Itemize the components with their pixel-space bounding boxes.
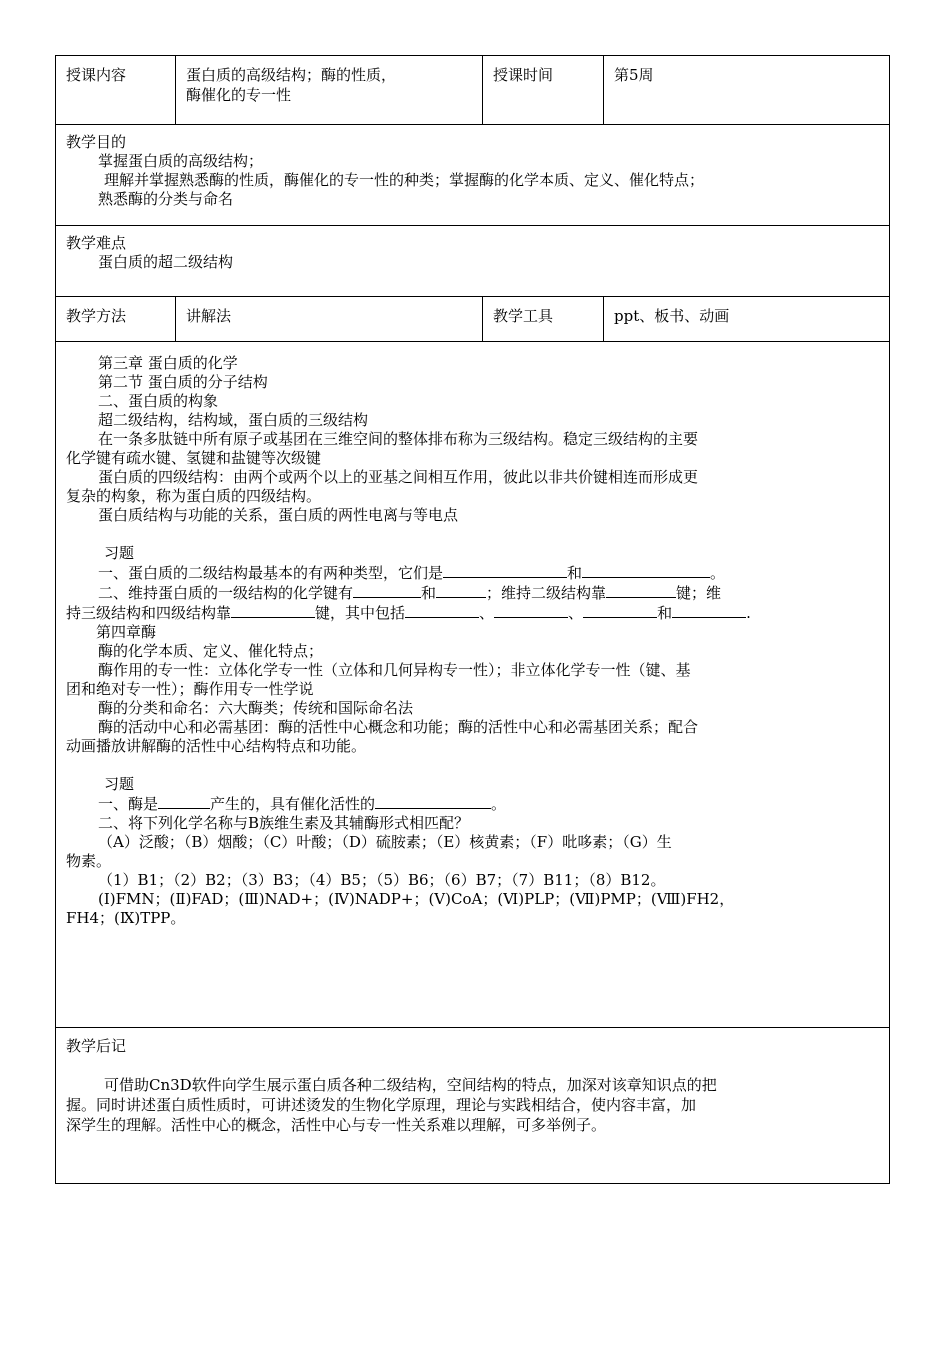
difficulty-row — [56, 226, 889, 297]
header-row — [56, 56, 889, 125]
objectives-line: 理解并掌握熟悉酶的性质，酶催化的专一性的种类；掌握酶的化学本质、定义、催化特点； — [104, 171, 705, 189]
answer-blank[interactable] — [375, 794, 491, 809]
notes-title: 教学后记 — [66, 1037, 127, 1055]
exercise-question: 一、蛋白质的二级结构最基本的有两种类型，它们是 和 。 — [98, 564, 726, 582]
body-line: 动画播放讲解酶的活性中心结构特点和功能。 — [66, 737, 367, 755]
body-row — [56, 342, 889, 1028]
difficulty-cell — [56, 226, 889, 296]
content-value-line-2: 酶催化的专一性 — [186, 86, 292, 104]
subsection-title: 二、蛋白质的构象 — [98, 392, 219, 410]
objectives-row — [56, 125, 889, 226]
body-line: 酶的分类和命名：六大酶类；传统和国际命名法 — [98, 699, 414, 717]
objectives-title: 教学目的 — [66, 133, 127, 151]
exercise-question: 一、酶是 产生的，具有催化活性的 。 — [98, 795, 507, 813]
body-cell — [56, 342, 889, 1027]
exercise-title: 习题 — [104, 775, 135, 793]
notes-line: 深学生的理解。活性中心的概念，活性中心与专一性关系难以理解，可多举例子。 — [66, 1116, 607, 1134]
answer-blank[interactable] — [405, 603, 479, 618]
body-line: 酶的化学本质、定义、催化特点； — [98, 642, 324, 660]
section-title: 第二节 蛋白质的分子结构 — [98, 373, 268, 391]
notes-line: 可借助Cn3D软件向学生展示蛋白质各种二级结构，空间结构的特点，加深对该章知识点的把 — [104, 1076, 717, 1094]
tool-label: 教学工具 — [482, 297, 603, 341]
difficulty-line: 蛋白质的超二级结构 — [98, 253, 234, 271]
objectives-cell — [56, 125, 889, 225]
exercise-line: FH4；(Ⅸ)TPP。 — [66, 909, 186, 927]
body-line: 化学键有疏水键、氢键和盐键等次级键 — [66, 449, 322, 467]
body-line: 蛋白质结构与功能的关系，蛋白质的两性电离与等电点 — [98, 506, 459, 524]
notes-row — [56, 1028, 889, 1183]
body-line: 在一条多肽链中所有原子或基团在三维空间的整体排布称为三级结构。稳定三级结构的主要 — [98, 430, 699, 448]
content-value-line-1: 蛋白质的高级结构；酶的性质， — [186, 66, 397, 84]
body-line: 团和绝对专一性）；酶作用专一性学说 — [66, 680, 314, 698]
tool-value: ppt、板书、动画 — [603, 297, 889, 341]
body-line: 复杂的构象，称为蛋白质的四级结构。 — [66, 487, 322, 505]
answer-blank[interactable] — [583, 603, 657, 618]
answer-blank[interactable] — [443, 563, 567, 578]
chapter-title: 第四章酶 — [96, 623, 157, 641]
method-value: 讲解法 — [175, 297, 482, 341]
exercise-line: (Ⅰ)FMN；(Ⅱ)FAD；(Ⅲ)NAD+；(Ⅳ)NADP+；(Ⅴ)CoA；(Ⅵ)PLP；(Ⅶ)PMP；(Ⅷ)FH2， — [98, 890, 735, 908]
exercise-question: 二、将下列化学名称与B族维生素及其辅酶形式相匹配？ — [98, 814, 470, 832]
notes-cell — [56, 1028, 889, 1183]
answer-blank[interactable] — [582, 563, 710, 578]
answer-blank[interactable] — [672, 603, 746, 618]
body-line: 酶作用的专一性：立体化学专一性（立体和几何异构专一性）；非立体化学专一性（键、基 — [98, 661, 691, 679]
notes-line: 握。同时讲述蛋白质性质时，可讲述烫发的生物化学原理，理论与实践相结合，使内容丰富，加 — [66, 1096, 697, 1114]
exercise-title: 习题 — [104, 544, 135, 562]
chapter-title: 第三章 蛋白质的化学 — [98, 354, 238, 372]
exercise-line: （1）B1；（2）B2；（3）B3；（4）B5；（5）B6；（6）B7；（7）B11；（8）B12。 — [98, 871, 666, 889]
method-label: 教学方法 — [66, 307, 127, 325]
answer-blank[interactable] — [353, 583, 421, 598]
content-value — [175, 56, 482, 124]
difficulty-title: 教学难点 — [66, 234, 127, 252]
exercise-line: （A）泛酸；（B）烟酸；（C）叶酸；（D）硫胺素；（E）核黄素；（F）吡哆素；（G）生 — [98, 833, 672, 851]
exercise-line: 物素。 — [66, 852, 112, 870]
method-row — [56, 297, 889, 342]
answer-blank[interactable] — [606, 583, 676, 598]
content-label: 授课内容 — [66, 66, 127, 84]
exercise-question: 二、维持蛋白质的一级结构的化学键有 和 ；维持二级结构靠 键；维 — [98, 584, 722, 602]
time-label: 授课时间 — [482, 56, 603, 124]
body-line: 酶的活动中心和必需基团：酶的活性中心概念和功能；酶的活性中心和必需基团关系；配合 — [98, 718, 699, 736]
answer-blank[interactable] — [494, 603, 568, 618]
time-value: 第5周 — [603, 56, 889, 124]
body-line: 超二级结构，结构域，蛋白质的三级结构 — [98, 411, 369, 429]
lesson-plan-table — [55, 55, 890, 1184]
body-line: 蛋白质的四级结构：由两个或两个以上的亚基之间相互作用，彼此以非共价键相连而形成更 — [98, 468, 699, 486]
answer-blank[interactable] — [436, 583, 486, 598]
answer-blank[interactable] — [231, 603, 315, 618]
objectives-line: 熟悉酶的分类与命名 — [98, 190, 234, 208]
objectives-line: 掌握蛋白质的高级结构； — [98, 152, 264, 170]
answer-blank[interactable] — [158, 794, 210, 809]
exercise-question: 持三级结构和四级结构靠 键，其中包括 、 、 和 . — [66, 604, 751, 622]
